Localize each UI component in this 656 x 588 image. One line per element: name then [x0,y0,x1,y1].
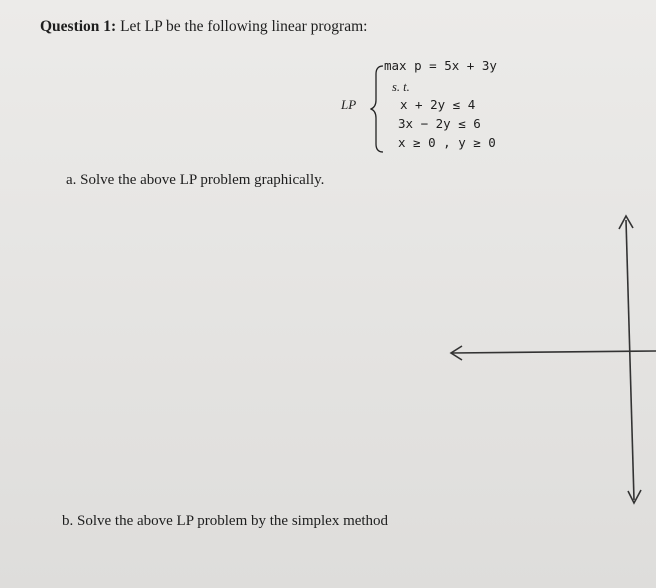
part-b-prompt: b. Solve the above LP problem by the simplex method [62,513,389,529]
vertical-axis [619,216,641,503]
constraint-2: 3x − 2y ≤ 6 [398,116,481,131]
constraint-1: x + 2y ≤ 4 [400,97,476,112]
question-number: Question 1: [40,18,117,35]
part-a-prompt: a. Solve the above LP problem graphically. [66,172,325,188]
question-intro: Let LP be the following linear program: [120,18,368,35]
horizontal-axis [451,346,656,360]
objective-function: max p = 5x + 3y [384,58,497,73]
lp-label: LP [341,97,357,112]
constraint-3: x ≥ 0 , y ≥ 0 [398,135,496,150]
subject-to-label: s. t. [392,80,410,94]
